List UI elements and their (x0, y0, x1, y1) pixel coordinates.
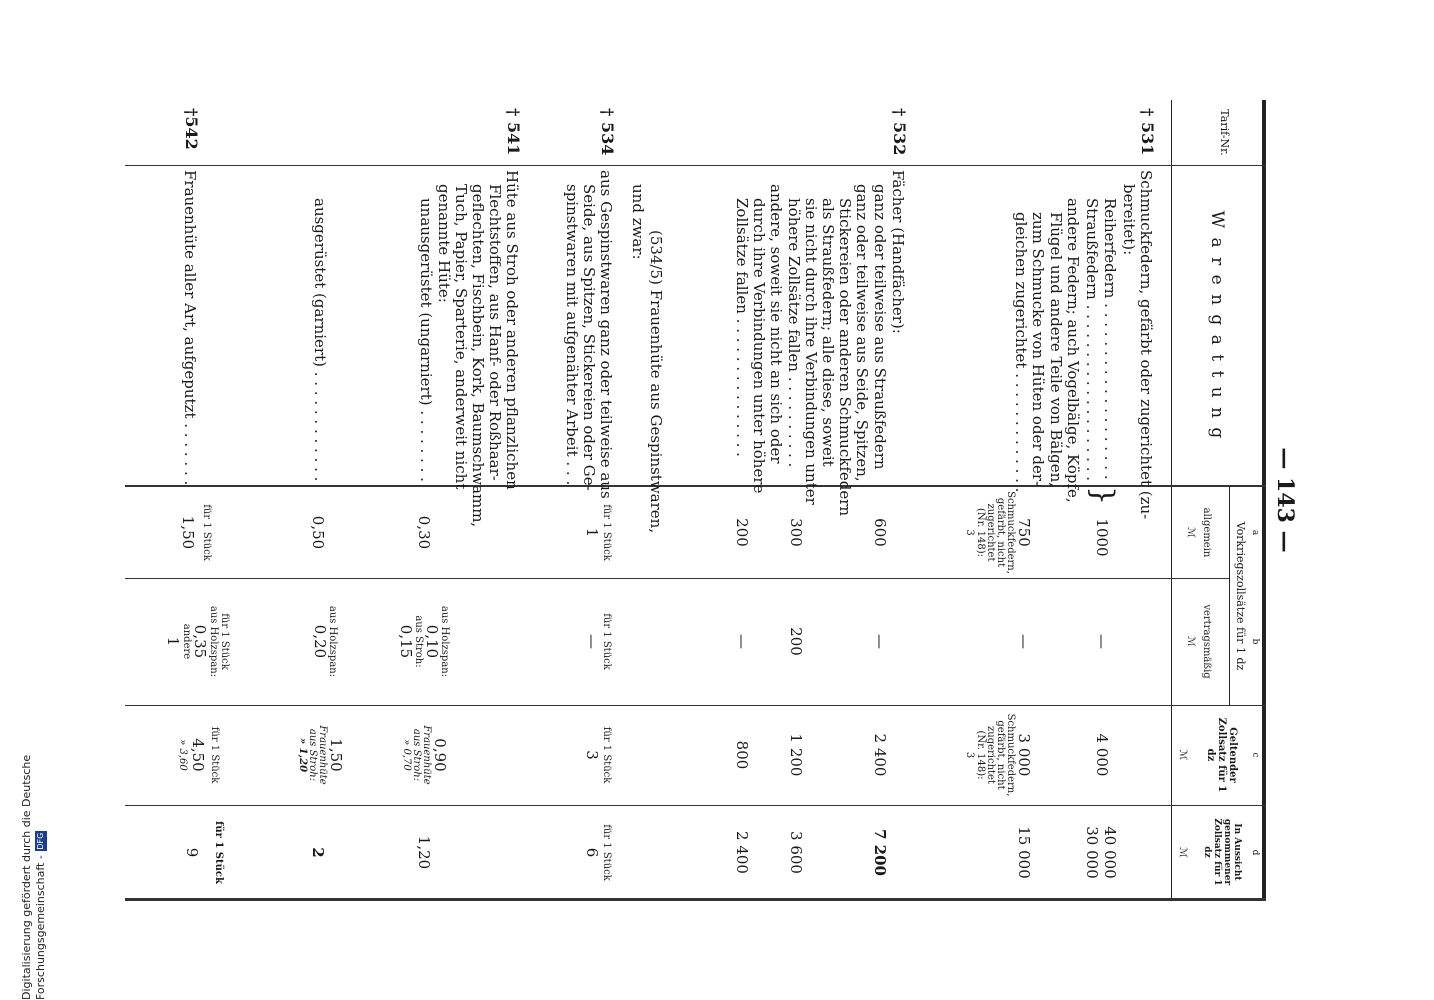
tarif-542: †542 (182, 108, 201, 150)
col-sep-tarif (125, 165, 1266, 166)
r534-d: 6 (583, 847, 601, 858)
r532-line-7: höhere Zollsätze fallen . . . . . . . . . . (785, 198, 803, 468)
r534-d-unit: für 1 Stück (601, 824, 612, 881)
r541-d-2: 2 (309, 847, 327, 858)
r541-c-2: 1,50 (327, 738, 345, 772)
r531-d-2: 30 000 (1083, 826, 1101, 879)
r534-line-2: und zwar: (629, 184, 647, 260)
r532-a-3: 200 (733, 518, 751, 547)
r532-d-3: 2 400 (733, 831, 751, 874)
header-col-a-unit: ℳ (1185, 527, 1196, 538)
r531-c-main: 4 000 (1093, 733, 1111, 777)
header-col-d-unit: ℳ (1177, 847, 1188, 858)
r531-brace: } (1085, 486, 1120, 506)
r532-line-9: durch ihre Verbindungen unter höhere (750, 198, 768, 494)
r541-line-5: genannte Hüte: (435, 184, 453, 303)
r534-line-1: (534/5) Frauenhüte aus Gespinstwaren, (647, 230, 665, 534)
r531-line-5: andere Federn; auch Vogelbälge, Köpfe, (1064, 198, 1082, 503)
r541-a-2: 0,50 (309, 515, 327, 550)
r534-line-3: aus Gespinstwaren ganz oder teilweise aus (597, 170, 615, 499)
header-vorkrieg: Vorkriegszollsätze für 1 dz (1234, 521, 1247, 671)
tarif-531: † 531 (1138, 108, 1157, 156)
r531-line-4: Straußfedern . . . . . . . . . . . . . . . . . . . (1083, 198, 1101, 482)
r531-c-sub-note4: (Nr. 148): (975, 730, 986, 780)
r541-line-4: Tuch, Papier, Sparterie, anderweit nicht (452, 184, 470, 490)
col-sep-a (125, 578, 1230, 579)
r531-b-sub: — (1015, 634, 1033, 649)
header-col-c: Geltender Zollsatz für 1 dz (1205, 717, 1238, 793)
header-col-a-letter: a (1250, 529, 1260, 536)
r541-a-1: 0,30 (415, 515, 433, 550)
r532-a-1: 600 (871, 518, 889, 547)
r541-b-1-note2: aus Stroh: (413, 615, 424, 668)
r541-b-2-val: 0,20 (311, 624, 329, 659)
r542-b-val2: 1 (164, 636, 182, 647)
header-col-c-letter: c (1250, 752, 1260, 758)
r541-line-6: unausgerüstet (ungarniert) . . . . . . . . (417, 198, 435, 482)
r542-a: 1,50 (179, 515, 197, 550)
r532-line-1: Fächer (Handfächer): (889, 170, 907, 334)
r531-c-sub-note5: 3 (964, 751, 975, 759)
r542-c-unit: für 1 Stück (209, 726, 220, 784)
header-col-a: allgemein (1201, 507, 1212, 558)
r542-d: 9 (183, 847, 201, 858)
r541-c-2-note2: aus Stroh: (307, 728, 318, 782)
r534-line-4: Seide, aus Spitzen, Stickereien oder Ge- (580, 184, 598, 491)
r532-b-3: — (733, 634, 751, 649)
header-col-b: vertragsmäßig (1201, 604, 1212, 679)
r542-b-unit: für 1 Stück (219, 613, 230, 670)
r531-a-sub-note2: gefärbt, nicht (995, 497, 1006, 568)
r542-d-unit: für 1 Stück (213, 821, 224, 884)
r534-a-unit: für 1 Stück (601, 504, 612, 561)
r531-line-6: Flügel und andere Teile von Bälgen, (1047, 212, 1065, 488)
header-col-d: In Aussicht genommener Zollsatz für 1 dz (1202, 818, 1242, 886)
r534-b: — (583, 634, 601, 649)
tarif-541: † 541 (504, 108, 523, 156)
header-col-b-letter: b (1250, 638, 1260, 645)
r532-a-2: 300 (787, 518, 805, 547)
r532-b-1: — (871, 634, 889, 649)
r531-c-sub-note1: Schmuckfedern, (1005, 713, 1016, 797)
r532-c-3: 800 (733, 740, 751, 770)
r534-b-unit: für 1 Stück (601, 613, 612, 670)
r541-c-2-note3: » 1,20 (297, 737, 308, 773)
r532-c-1: 2 400 (871, 733, 889, 777)
r531-b-main: — (1093, 634, 1111, 649)
r532-line-6: sie nicht durch ihre Verbindungen unter (802, 198, 820, 505)
r541-c-1: 0,90 (431, 738, 449, 772)
r531-c-sub: 3 000 (1015, 733, 1033, 777)
header-warengattung: W a r e n g a t t u n g (1207, 210, 1227, 441)
tarif-534: † 534 (598, 108, 617, 156)
r532-line-2: ganz oder teilweise aus Straußfedern (871, 184, 889, 470)
r541-b-1-note1: aus Holzspan: (439, 605, 450, 678)
r542-a-unit: für 1 Stück (201, 504, 212, 561)
page-number: — 143 — (1272, 447, 1298, 553)
r531-line-8: gleichen zugerichtet . . . . . . . . . . . . . (1012, 212, 1030, 493)
r542-c-1: 4,50 (189, 738, 207, 772)
r542-line-1: Frauenhüte aller Art, aufgeputzt . . . . . . . (181, 170, 199, 486)
r531-a-sub-note5: 3 (964, 529, 975, 536)
r532-b-2: 200 (787, 627, 805, 656)
r542-c-2: » 3,60 (177, 739, 188, 771)
r541-b-1-val2: 0,15 (397, 624, 415, 659)
r531-a-main: 1000 (1093, 518, 1111, 557)
r532-c-2: 1 200 (787, 733, 805, 777)
r531-a-sub: 750 (1015, 518, 1033, 547)
dfg-logo: DFG (36, 832, 45, 850)
r541-line-3: geflechten, Fischbein, Kork, Baumschwamm, (469, 184, 487, 528)
vorkrieg-under-rule (1229, 487, 1230, 705)
r531-line-7: zum Schmucke von Hüten oder der- (1029, 212, 1047, 487)
rotated-tariff-table (125, 100, 1300, 900)
r532-d-2: 3 600 (787, 831, 805, 874)
r532-line-10: Zollsätze fallen . . . . . . . . . . . . . . . (733, 198, 751, 457)
r532-line-5: als Straußfedern; alle diese, soweit (819, 198, 837, 467)
r531-a-sub-note4: (Nr. 148): (975, 507, 986, 558)
r532-d-1: 7 200 (871, 829, 889, 876)
r534-c-unit: für 1 Stück (601, 726, 612, 784)
r541-line-2: Flechtstoffen, aus Hanf- oder Roßhaar- (486, 184, 504, 481)
header-tarif-nr: Tarif-Nr. (1218, 109, 1231, 156)
r542-b-val1: 0,35 (191, 624, 209, 659)
r534-a: 1 (583, 527, 601, 538)
r541-b-1-val1: 0,10 (423, 624, 441, 659)
table-top-rule (1262, 100, 1266, 900)
r531-d-1: 40 000 (1101, 826, 1119, 879)
r531-a-sub-note1: Schmuckfedern, (1005, 491, 1016, 574)
dfg-credit-text: Digitalisierung gefördert durch die Deutsche Forschungsgemeinschaft - (20, 754, 47, 1000)
r541-c-2-note1: Frauenhüte (317, 725, 328, 785)
r532-line-3: ganz oder teilweise aus Seide, Spitzen, (853, 184, 871, 482)
r541-b-2-note: aus Holzspan: (327, 605, 338, 678)
tarif-532: † 532 (890, 108, 909, 156)
r541-c-1-note3: » 0,70 (401, 739, 412, 771)
header-col-c-unit: ℳ (1177, 749, 1188, 761)
header-col-b-unit: ℳ (1185, 636, 1196, 647)
table-right-rule (125, 898, 1266, 901)
r531-line-2: bereitet): (1120, 184, 1138, 256)
r534-c: 3 (583, 750, 601, 760)
dfg-credit (20, 620, 48, 1000)
r532-line-8: andere, soweit sie nicht an sich oder (767, 184, 785, 464)
r542-b-note1: aus Holzspan: (208, 605, 219, 678)
r531-line-3: Reiherfedern . . . . . . . . . . . . . . . . . . . (1101, 198, 1119, 480)
r532-line-4: Stickereien oder anderen Schmuckfedern (836, 198, 854, 517)
r542-b-note2: andere (181, 623, 192, 660)
r541-c-1-note2: aus Stroh: (411, 728, 422, 782)
header-col-d-letter: d (1250, 849, 1260, 856)
r541-c-1-note1: Frauenhüte (421, 725, 432, 785)
r534-line-5: spinstwaren mit aufgenähter Arbeit . . . (563, 184, 581, 486)
r541-line-7: ausgerüstet (garniert) . . . . . . . . . . . . (311, 198, 329, 482)
r541-line-1: Hüte aus Stroh oder anderen pflanzlichen (503, 170, 521, 490)
r531-a-sub-note3: zugerichtet (985, 503, 996, 562)
r541-d-1: 1,20 (415, 835, 433, 870)
header-bottom-rule (1171, 100, 1172, 900)
r531-c-sub-note3: zugerichtet (985, 725, 996, 784)
r531-c-sub-note2: gefärbt, nicht (995, 720, 1006, 790)
r531-d-sub: 15 000 (1015, 826, 1033, 879)
r531-line-1: Schmuckfedern, gefärbt oder zugerichtet (zu- (1137, 170, 1155, 520)
